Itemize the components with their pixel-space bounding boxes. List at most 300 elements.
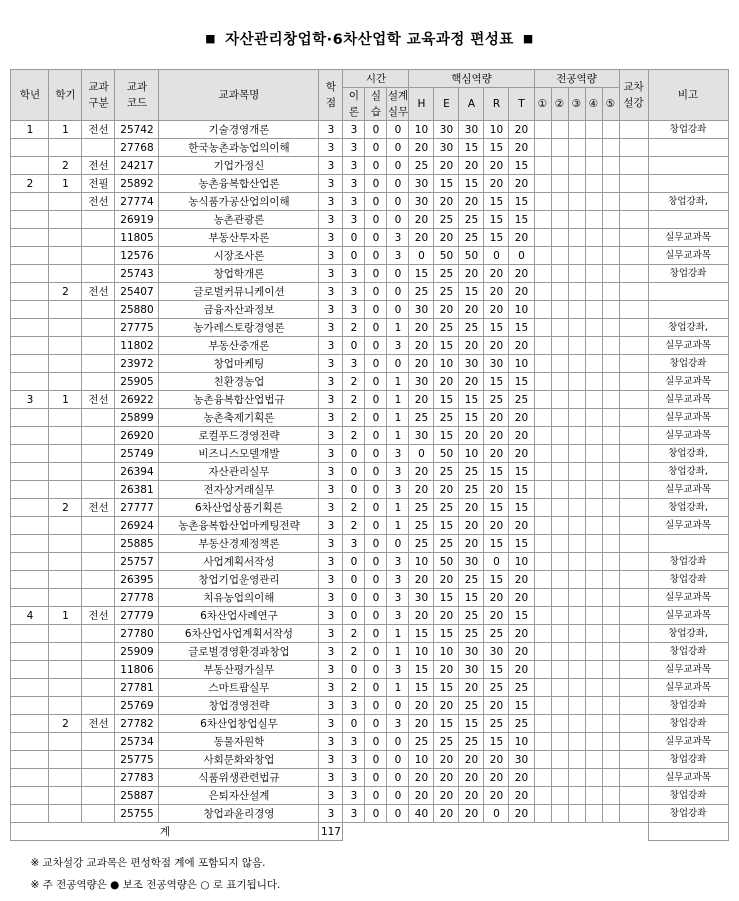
cell-core-t: 0 xyxy=(509,247,534,265)
cell-exchange xyxy=(619,391,648,409)
cell-major-3 xyxy=(568,319,585,337)
cell-major-5 xyxy=(602,805,619,823)
cell-theory: 0 xyxy=(343,463,365,481)
cell-core-t: 15 xyxy=(509,535,534,553)
cell-core-t: 25 xyxy=(509,391,534,409)
cell-design: 0 xyxy=(387,697,409,715)
cell-major-2 xyxy=(551,517,568,535)
cell-core-e: 20 xyxy=(434,607,459,625)
cell-course-code: 27774 xyxy=(115,193,159,211)
cell-year xyxy=(11,427,49,445)
cell-core-t: 20 xyxy=(509,517,534,535)
cell-practice: 0 xyxy=(365,571,387,589)
cell-major-5 xyxy=(602,391,619,409)
cell-core-h: 25 xyxy=(409,733,434,751)
cell-major-4 xyxy=(585,715,602,733)
cell-course-name: 스마트팜실무 xyxy=(159,679,319,697)
cell-course-div xyxy=(82,229,115,247)
cell-major-1 xyxy=(534,355,551,373)
cell-design: 3 xyxy=(387,607,409,625)
cell-course-code: 27779 xyxy=(115,607,159,625)
cell-core-h: 20 xyxy=(409,337,434,355)
cell-major-2 xyxy=(551,535,568,553)
cell-major-2 xyxy=(551,157,568,175)
cell-exchange xyxy=(619,409,648,427)
cell-theory: 2 xyxy=(343,499,365,517)
cell-core-e: 20 xyxy=(434,373,459,391)
cell-design: 3 xyxy=(387,247,409,265)
cell-course-name: 사회문화와창업 xyxy=(159,751,319,769)
page-title-text: 자산관리창업학·6차산업학 교육과정 편성표 xyxy=(225,32,514,48)
cell-core-h: 20 xyxy=(409,211,434,229)
th-exchange-line1: 교차 xyxy=(623,81,644,93)
cell-practice: 0 xyxy=(365,769,387,787)
cell-theory: 0 xyxy=(343,661,365,679)
cell-major-4 xyxy=(585,499,602,517)
cell-credit: 3 xyxy=(319,643,343,661)
table-row xyxy=(11,751,728,769)
cell-core-t: 20 xyxy=(509,175,534,193)
cell-core-r: 20 xyxy=(484,337,509,355)
cell-core-a: 15 xyxy=(459,589,484,607)
cell-design: 3 xyxy=(387,481,409,499)
cell-note xyxy=(648,301,728,319)
cell-major-2 xyxy=(551,301,568,319)
cell-core-r: 30 xyxy=(484,643,509,661)
cell-core-e: 20 xyxy=(434,661,459,679)
cell-course-div xyxy=(82,733,115,751)
cell-exchange xyxy=(619,787,648,805)
cell-design: 3 xyxy=(387,715,409,733)
cell-core-h: 15 xyxy=(409,625,434,643)
table-row xyxy=(11,607,728,625)
cell-year xyxy=(11,535,49,553)
cell-major-3 xyxy=(568,535,585,553)
cell-core-a: 15 xyxy=(459,283,484,301)
cell-semester xyxy=(49,463,82,481)
cell-course-div: 전필 xyxy=(82,175,115,193)
total-row xyxy=(11,823,728,841)
cell-note: 실무교과목 xyxy=(648,247,728,265)
cell-course-code: 27782 xyxy=(115,715,159,733)
cell-core-e: 15 xyxy=(434,517,459,535)
cell-course-name: 농식품가공산업의이해 xyxy=(159,193,319,211)
cell-exchange xyxy=(619,769,648,787)
table-row xyxy=(11,427,728,445)
curriculum-table xyxy=(10,69,728,841)
cell-major-1 xyxy=(534,391,551,409)
cell-year xyxy=(11,355,49,373)
cell-core-h: 20 xyxy=(409,319,434,337)
cell-major-5 xyxy=(602,769,619,787)
table-row xyxy=(11,643,728,661)
cell-major-4 xyxy=(585,355,602,373)
cell-year xyxy=(11,139,49,157)
cell-major-3 xyxy=(568,733,585,751)
cell-theory: 3 xyxy=(343,265,365,283)
cell-year xyxy=(11,787,49,805)
cell-note: 창업강좌 xyxy=(648,715,728,733)
cell-major-4 xyxy=(585,337,602,355)
cell-course-code: 25775 xyxy=(115,751,159,769)
table-row xyxy=(11,355,728,373)
table-row xyxy=(11,697,728,715)
cell-theory: 3 xyxy=(343,211,365,229)
cell-course-div xyxy=(82,553,115,571)
cell-core-a: 50 xyxy=(459,247,484,265)
cell-design: 1 xyxy=(387,499,409,517)
cell-exchange xyxy=(619,751,648,769)
cell-theory: 3 xyxy=(343,535,365,553)
cell-major-2 xyxy=(551,733,568,751)
cell-note: 실무교과목 xyxy=(648,409,728,427)
cell-core-h: 30 xyxy=(409,301,434,319)
cell-course-div xyxy=(82,535,115,553)
th-core-a: A xyxy=(459,88,484,121)
cell-year xyxy=(11,337,49,355)
cell-course-div xyxy=(82,265,115,283)
total-blank-cell xyxy=(568,823,585,841)
cell-course-name: 농촌융복합산업마케팅전략 xyxy=(159,517,319,535)
cell-core-r: 15 xyxy=(484,319,509,337)
cell-core-t: 20 xyxy=(509,427,534,445)
cell-practice: 0 xyxy=(365,427,387,445)
cell-core-r: 20 xyxy=(484,769,509,787)
cell-design: 0 xyxy=(387,769,409,787)
cell-course-div xyxy=(82,517,115,535)
cell-core-e: 25 xyxy=(434,211,459,229)
cell-credit: 3 xyxy=(319,805,343,823)
cell-theory: 3 xyxy=(343,157,365,175)
cell-major-4 xyxy=(585,391,602,409)
cell-semester xyxy=(49,427,82,445)
cell-exchange xyxy=(619,157,648,175)
cell-major-2 xyxy=(551,751,568,769)
cell-practice: 0 xyxy=(365,139,387,157)
cell-year xyxy=(11,805,49,823)
th-credit-line1: 학 xyxy=(325,81,337,93)
cell-design: 0 xyxy=(387,733,409,751)
cell-core-t: 20 xyxy=(509,121,534,139)
cell-credit: 3 xyxy=(319,499,343,517)
th-practice xyxy=(365,88,387,121)
cell-course-div: 전선 xyxy=(82,391,115,409)
cell-core-r: 20 xyxy=(484,517,509,535)
cell-theory: 2 xyxy=(343,409,365,427)
cell-core-h: 20 xyxy=(409,355,434,373)
cell-year: 4 xyxy=(11,607,49,625)
cell-core-t: 20 xyxy=(509,445,534,463)
cell-course-code: 27780 xyxy=(115,625,159,643)
cell-design: 1 xyxy=(387,319,409,337)
cell-practice: 0 xyxy=(365,301,387,319)
cell-major-1 xyxy=(534,571,551,589)
cell-major-3 xyxy=(568,751,585,769)
cell-year xyxy=(11,733,49,751)
cell-core-a: 25 xyxy=(459,697,484,715)
cell-course-name: 금융자산과정보 xyxy=(159,301,319,319)
cell-credit: 3 xyxy=(319,175,343,193)
cell-course-name: 농가레스토랑경영론 xyxy=(159,319,319,337)
cell-course-code: 27783 xyxy=(115,769,159,787)
cell-major-2 xyxy=(551,409,568,427)
cell-semester xyxy=(49,373,82,391)
table-row xyxy=(11,661,728,679)
cell-practice: 0 xyxy=(365,625,387,643)
cell-core-t: 25 xyxy=(509,679,534,697)
cell-core-h: 25 xyxy=(409,517,434,535)
cell-theory: 2 xyxy=(343,319,365,337)
cell-year xyxy=(11,553,49,571)
cell-credit: 3 xyxy=(319,139,343,157)
cell-note xyxy=(648,139,728,157)
cell-core-h: 10 xyxy=(409,553,434,571)
cell-credit: 3 xyxy=(319,211,343,229)
cell-theory: 2 xyxy=(343,625,365,643)
cell-core-a: 25 xyxy=(459,463,484,481)
cell-note: 실무교과목 xyxy=(648,391,728,409)
cell-core-e: 25 xyxy=(434,409,459,427)
cell-core-a: 20 xyxy=(459,499,484,517)
title-marker-right: ■ xyxy=(522,32,534,45)
table-row xyxy=(11,499,728,517)
cell-major-3 xyxy=(568,175,585,193)
th-core-e: E xyxy=(434,88,459,121)
cell-course-name: 자산관리실무 xyxy=(159,463,319,481)
cell-major-3 xyxy=(568,571,585,589)
cell-semester xyxy=(49,625,82,643)
cell-credit: 3 xyxy=(319,373,343,391)
cell-major-3 xyxy=(568,643,585,661)
cell-core-e: 50 xyxy=(434,553,459,571)
cell-practice: 0 xyxy=(365,499,387,517)
cell-core-h: 0 xyxy=(409,445,434,463)
th-design-line2: 실무 xyxy=(387,106,409,118)
cell-note: 창업강좌 xyxy=(648,121,728,139)
cell-exchange xyxy=(619,301,648,319)
cell-core-e: 15 xyxy=(434,589,459,607)
cell-core-t: 20 xyxy=(509,409,534,427)
cell-course-div xyxy=(82,427,115,445)
cell-semester xyxy=(49,805,82,823)
cell-major-1 xyxy=(534,607,551,625)
cell-course-div xyxy=(82,355,115,373)
cell-year xyxy=(11,463,49,481)
th-design xyxy=(387,88,409,121)
cell-year xyxy=(11,481,49,499)
cell-core-e: 15 xyxy=(434,427,459,445)
cell-core-h: 30 xyxy=(409,589,434,607)
cell-semester xyxy=(49,643,82,661)
cell-semester xyxy=(49,139,82,157)
cell-major-4 xyxy=(585,211,602,229)
th-major-5: ⑤ xyxy=(602,88,619,121)
cell-major-3 xyxy=(568,337,585,355)
cell-design: 0 xyxy=(387,283,409,301)
cell-major-1 xyxy=(534,679,551,697)
cell-exchange xyxy=(619,589,648,607)
cell-theory: 3 xyxy=(343,733,365,751)
cell-major-2 xyxy=(551,805,568,823)
cell-core-a: 25 xyxy=(459,319,484,337)
cell-design: 0 xyxy=(387,193,409,211)
th-practice-line2: 습 xyxy=(370,106,382,118)
cell-major-5 xyxy=(602,733,619,751)
table-row xyxy=(11,247,728,265)
cell-course-code: 25757 xyxy=(115,553,159,571)
cell-course-name: 농촌융복합산업법규 xyxy=(159,391,319,409)
cell-core-t: 20 xyxy=(509,643,534,661)
cell-core-a: 30 xyxy=(459,121,484,139)
total-blank-cell xyxy=(509,823,534,841)
cell-course-code: 25743 xyxy=(115,265,159,283)
cell-theory: 0 xyxy=(343,247,365,265)
cell-core-t: 20 xyxy=(509,571,534,589)
cell-design: 0 xyxy=(387,211,409,229)
cell-core-h: 0 xyxy=(409,247,434,265)
cell-course-code: 11806 xyxy=(115,661,159,679)
cell-semester: 1 xyxy=(49,391,82,409)
cell-course-name: 창업기업운영관리 xyxy=(159,571,319,589)
cell-major-1 xyxy=(534,319,551,337)
cell-core-t: 20 xyxy=(509,787,534,805)
th-course-div xyxy=(82,70,115,121)
cell-theory: 0 xyxy=(343,607,365,625)
cell-core-e: 50 xyxy=(434,445,459,463)
cell-major-5 xyxy=(602,337,619,355)
cell-theory: 3 xyxy=(343,787,365,805)
cell-major-1 xyxy=(534,643,551,661)
cell-core-e: 20 xyxy=(434,787,459,805)
cell-course-div xyxy=(82,247,115,265)
cell-core-h: 20 xyxy=(409,571,434,589)
cell-credit: 3 xyxy=(319,535,343,553)
cell-core-r: 15 xyxy=(484,463,509,481)
cell-core-r: 20 xyxy=(484,283,509,301)
cell-major-4 xyxy=(585,319,602,337)
cell-major-5 xyxy=(602,373,619,391)
total-blank-cell xyxy=(534,823,551,841)
cell-exchange xyxy=(619,463,648,481)
cell-course-code: 25407 xyxy=(115,283,159,301)
cell-exchange xyxy=(619,625,648,643)
cell-core-e: 15 xyxy=(434,337,459,355)
cell-core-h: 20 xyxy=(409,463,434,481)
cell-core-t: 10 xyxy=(509,733,534,751)
cell-theory: 0 xyxy=(343,481,365,499)
cell-major-4 xyxy=(585,571,602,589)
table-row xyxy=(11,211,728,229)
cell-credit: 3 xyxy=(319,283,343,301)
cell-course-code: 11805 xyxy=(115,229,159,247)
cell-major-5 xyxy=(602,517,619,535)
cell-core-h: 20 xyxy=(409,607,434,625)
cell-core-h: 20 xyxy=(409,391,434,409)
cell-exchange xyxy=(619,553,648,571)
cell-major-2 xyxy=(551,229,568,247)
cell-course-div xyxy=(82,697,115,715)
cell-core-t: 15 xyxy=(509,157,534,175)
th-credit xyxy=(319,70,343,121)
cell-major-2 xyxy=(551,553,568,571)
th-course-name: 교과목명 xyxy=(159,70,319,121)
cell-course-div: 전선 xyxy=(82,607,115,625)
cell-theory: 0 xyxy=(343,337,365,355)
cell-core-r: 15 xyxy=(484,211,509,229)
cell-major-3 xyxy=(568,679,585,697)
cell-course-name: 시장조사론 xyxy=(159,247,319,265)
cell-exchange xyxy=(619,319,648,337)
cell-core-e: 20 xyxy=(434,571,459,589)
cell-core-a: 25 xyxy=(459,211,484,229)
cell-course-name: 기업가정신 xyxy=(159,157,319,175)
cell-course-div xyxy=(82,337,115,355)
cell-core-e: 25 xyxy=(434,733,459,751)
cell-core-r: 25 xyxy=(484,391,509,409)
cell-core-t: 15 xyxy=(509,193,534,211)
cell-major-3 xyxy=(568,193,585,211)
cell-course-div: 전선 xyxy=(82,121,115,139)
cell-core-e: 50 xyxy=(434,247,459,265)
cell-major-4 xyxy=(585,463,602,481)
th-exchange-line2: 설강 xyxy=(623,97,644,109)
cell-core-e: 20 xyxy=(434,697,459,715)
cell-exchange xyxy=(619,211,648,229)
th-exchange xyxy=(619,70,648,121)
th-major-4: ④ xyxy=(585,88,602,121)
total-blank-cell xyxy=(459,823,484,841)
cell-core-e: 20 xyxy=(434,751,459,769)
cell-major-4 xyxy=(585,733,602,751)
cell-core-r: 15 xyxy=(484,193,509,211)
cell-credit: 3 xyxy=(319,337,343,355)
cell-course-code: 27768 xyxy=(115,139,159,157)
cell-course-code: 27775 xyxy=(115,319,159,337)
th-theory-line2: 론 xyxy=(348,106,360,118)
cell-design: 1 xyxy=(387,679,409,697)
footnote-1: ※ 교차설강 교과목은 편성학점 계에 포함되지 않음. xyxy=(30,857,266,869)
cell-course-code: 25742 xyxy=(115,121,159,139)
cell-course-code: 25887 xyxy=(115,787,159,805)
cell-core-e: 20 xyxy=(434,481,459,499)
cell-major-5 xyxy=(602,229,619,247)
cell-major-5 xyxy=(602,157,619,175)
cell-major-2 xyxy=(551,139,568,157)
cell-major-5 xyxy=(602,553,619,571)
cell-practice: 0 xyxy=(365,661,387,679)
cell-credit: 3 xyxy=(319,733,343,751)
cell-major-2 xyxy=(551,769,568,787)
cell-core-r: 20 xyxy=(484,445,509,463)
cell-semester xyxy=(49,697,82,715)
cell-year xyxy=(11,499,49,517)
cell-major-1 xyxy=(534,463,551,481)
table-head xyxy=(11,70,728,121)
cell-semester xyxy=(49,571,82,589)
cell-core-t: 20 xyxy=(509,589,534,607)
cell-credit: 3 xyxy=(319,517,343,535)
cell-course-div xyxy=(82,373,115,391)
cell-core-a: 20 xyxy=(459,301,484,319)
cell-major-4 xyxy=(585,607,602,625)
cell-major-3 xyxy=(568,589,585,607)
cell-practice: 0 xyxy=(365,229,387,247)
cell-exchange xyxy=(619,499,648,517)
cell-core-a: 20 xyxy=(459,157,484,175)
cell-course-code: 25885 xyxy=(115,535,159,553)
cell-core-t: 20 xyxy=(509,265,534,283)
cell-course-name: 부동산중개론 xyxy=(159,337,319,355)
